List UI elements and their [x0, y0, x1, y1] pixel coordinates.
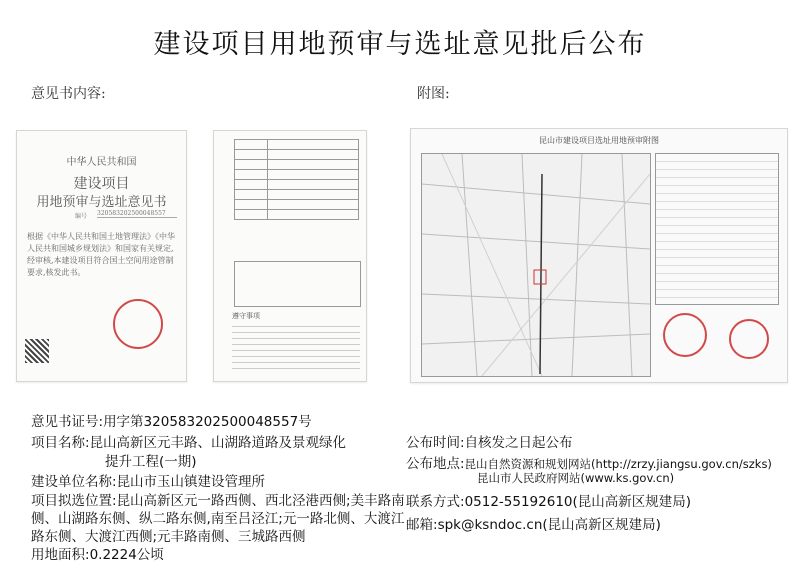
- project-name-label: 项目名称:: [31, 435, 90, 451]
- publish-place-value-line2: 昆山市人民政府网站(www.ks.gov.cn): [477, 471, 675, 485]
- opinion-cover-image: [16, 130, 187, 382]
- site-map-image: [410, 128, 788, 383]
- location-label: 项目拟选位置:: [31, 493, 117, 509]
- land-area-row: [31, 543, 164, 563]
- qr-code-icon: [25, 339, 49, 363]
- cert-number-value: 用字第320583202500048557号: [103, 414, 312, 430]
- official-seal-icon: [113, 299, 163, 349]
- notice-text-block: [232, 321, 360, 373]
- map-seal-left-icon: [663, 313, 707, 357]
- opinion-section-label: 意见书内容:: [31, 86, 106, 102]
- construction-unit-value: 昆山市玉山镇建设管理所: [116, 474, 266, 490]
- cover-title-1: 建设项目: [73, 176, 130, 192]
- cert-number-row: [31, 410, 312, 430]
- cover-title-2: 用地预审与选址意见书: [36, 195, 167, 210]
- cert-number-label: 意见书证号:: [31, 414, 104, 430]
- cover-number-label: 编号: [75, 213, 88, 220]
- contact-value: 0512-55192610(昆山高新区规建局): [464, 494, 692, 510]
- map-seal-right-icon: [729, 319, 769, 359]
- map-legend-box: [655, 153, 779, 305]
- publish-period-label: 公布时间:: [406, 435, 465, 451]
- project-name-row: [31, 431, 346, 451]
- opinion-page-two-image: [213, 130, 367, 382]
- map-sheet-header: 昆山市建设项目选址用地预审附图: [539, 136, 659, 145]
- publish-place-label: 公布地点:: [406, 456, 465, 472]
- contact-label: 联系方式:: [406, 494, 465, 510]
- publish-period-value: 自核发之日起公布: [464, 435, 573, 451]
- project-name-value-line2: 提升工程(一期): [105, 454, 197, 470]
- project-name-value: 昆山高新区元丰路、山湖路道路及景观绿化: [89, 435, 347, 451]
- cover-country: 中华人民共和国: [66, 157, 137, 168]
- notice-title: 遵守事项: [232, 312, 260, 320]
- cover-body-text: 根据《中华人民共和国土地管理法》《中华人民共和国城乡规划法》和国家有关规定,经审核,本建设项目符合国土空间用途管制要求,核发此书。: [27, 232, 175, 277]
- construction-unit-row: [31, 470, 265, 490]
- location-value: 昆山高新区元一路西侧、西北泾港西侧;美丰路南: [116, 493, 405, 509]
- location-value-line2: 侧、山湖路东侧、纵二路东侧,南至吕泾江;元一路北侧、大渡江: [31, 511, 405, 527]
- contact-row: [406, 490, 691, 510]
- publish-place-row: [406, 452, 772, 472]
- publish-place-value: 昆山自然资源和规划网站(http://zrzy.jiangsu.gov.cn/szks): [464, 457, 772, 471]
- map-section-label: 附图:: [417, 86, 450, 102]
- location-value-line3: 路东侧、大渡江西侧;元丰路南侧、三城路西侧: [31, 529, 306, 545]
- email-value: spk@ksndoc.cn(昆山高新区规建局): [437, 517, 661, 533]
- email-row: [406, 513, 661, 533]
- email-label: 邮箱:: [406, 517, 438, 533]
- land-area-value: 0.2224公顷: [89, 547, 164, 563]
- construction-unit-label: 建设单位名称:: [31, 474, 117, 490]
- publish-period-row: [406, 431, 573, 451]
- location-row: [31, 489, 405, 509]
- attachment-table: [234, 139, 359, 220]
- map-streets-graphic: [422, 154, 650, 376]
- location-map: [421, 153, 651, 377]
- remarks-box: [234, 261, 361, 307]
- page-title: 建设项目用地预审与选址意见批后公布: [153, 29, 647, 60]
- cover-number: 320583202500048557: [97, 210, 177, 218]
- land-area-label: 用地面积:: [31, 547, 90, 563]
